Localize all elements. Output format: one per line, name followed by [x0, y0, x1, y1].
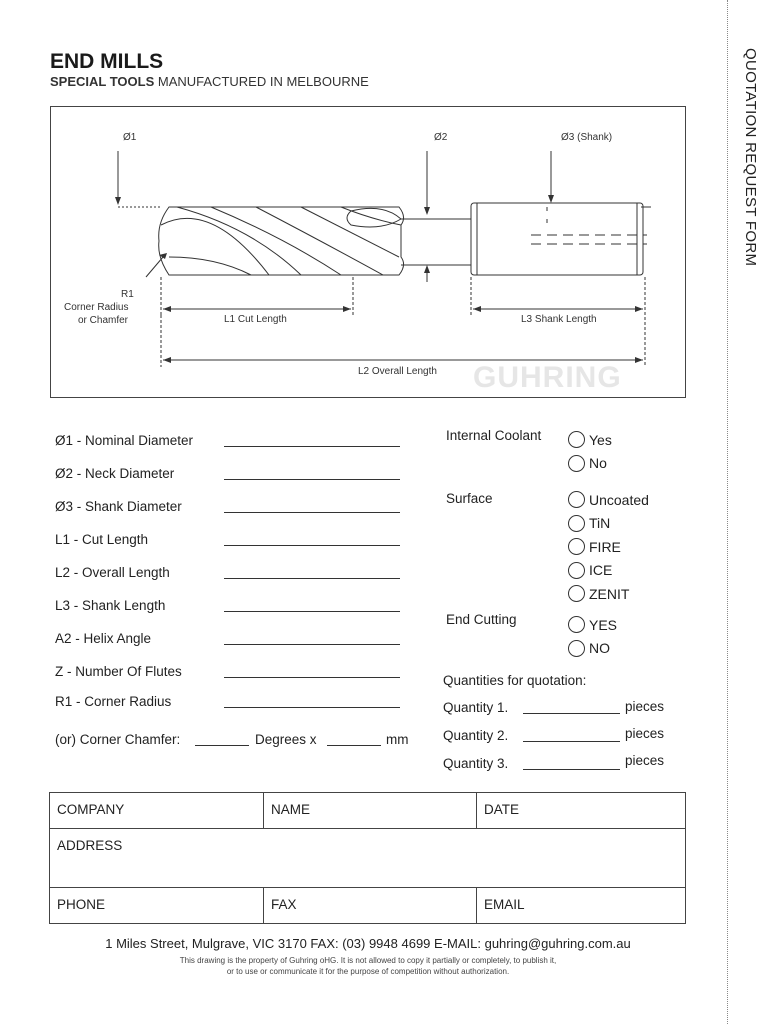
- surface-option-ice[interactable]: [568, 559, 649, 583]
- neck-diameter-input-line[interactable]: [224, 479, 400, 480]
- radio-circle-icon[interactable]: [568, 640, 585, 657]
- shank-diameter-input-line[interactable]: [224, 512, 400, 513]
- end-cutting-yes-label: YES: [589, 616, 618, 633]
- contact-details-table: [49, 792, 686, 924]
- address-field[interactable]: [50, 829, 686, 888]
- coolant-yes-label: Yes: [589, 431, 612, 448]
- field-label-nominal-diameter: Ø1 - Nominal Diameter: [55, 433, 194, 448]
- overall-length-input-line[interactable]: [224, 578, 400, 579]
- internal-coolant-options: [568, 428, 612, 475]
- coolant-no-label: No: [589, 455, 607, 472]
- email-field[interactable]: [477, 888, 686, 924]
- name-field[interactable]: [264, 793, 477, 829]
- field-label-neck-diameter: Ø2 - Neck Diameter: [55, 466, 175, 481]
- email-label: EMAIL: [484, 897, 525, 912]
- page-title: END MILLS: [50, 50, 164, 73]
- end-mill-drawing: [50, 106, 686, 398]
- field-label-shank-length: L3 - Shank Length: [55, 598, 166, 613]
- quantity-2-label: Quantity 2.: [443, 728, 509, 743]
- quantity-3-label: Quantity 3.: [443, 756, 509, 771]
- quantity-3-input-line[interactable]: [523, 769, 620, 770]
- watermark-text: GUHRING: [473, 361, 622, 394]
- radio-circle-icon[interactable]: [568, 491, 585, 508]
- nominal-diameter-input-line[interactable]: [224, 446, 400, 447]
- r1-label-line3: or Chamfer: [78, 315, 129, 326]
- fax-field[interactable]: [264, 888, 477, 924]
- date-label: DATE: [484, 802, 520, 817]
- surface-options: [568, 488, 649, 606]
- quantity-1-input-line[interactable]: [523, 713, 620, 714]
- field-label-corner-radius: R1 - Corner Radius: [55, 694, 172, 709]
- name-label: NAME: [271, 802, 311, 817]
- footer-address: 1 Miles Street, Mulgrave, VIC 3170 FAX: (03) 9948 4699 E-MAIL: guhring@guhring.com.au: [105, 936, 631, 951]
- end-cutting-option-yes[interactable]: [568, 613, 617, 637]
- field-label-corner-chamfer: (or) Corner Chamfer:: [55, 732, 181, 747]
- field-label-cut-length: L1 - Cut Length: [55, 532, 149, 547]
- surface-uncoated-label: Uncoated: [589, 491, 649, 508]
- chamfer-mm-input-line[interactable]: [327, 745, 381, 746]
- l3-label: L3 Shank Length: [521, 314, 597, 325]
- cut-length-input-line[interactable]: [224, 545, 400, 546]
- number-of-flutes-input-line[interactable]: [224, 677, 400, 678]
- radio-circle-icon[interactable]: [568, 431, 585, 448]
- surface-option-fire[interactable]: [568, 535, 649, 559]
- shank-length-input-line[interactable]: [224, 611, 400, 612]
- radio-circle-icon[interactable]: [568, 515, 585, 532]
- end-cutting-label: End Cutting: [446, 612, 517, 627]
- quantities-heading: Quantities for quotation:: [443, 673, 587, 688]
- page-edge-dotted-line: [727, 0, 728, 1024]
- surface-option-tin[interactable]: [568, 512, 649, 536]
- company-field[interactable]: [50, 793, 264, 829]
- fax-label: FAX: [271, 897, 297, 912]
- quantity-1-label: Quantity 1.: [443, 700, 509, 715]
- corner-radius-input-line[interactable]: [224, 707, 400, 708]
- end-mill-diagram: [51, 107, 687, 399]
- end-cutting-option-no[interactable]: [568, 637, 617, 661]
- coolant-option-no[interactable]: [568, 452, 612, 476]
- quantity-2-input-line[interactable]: [523, 741, 620, 742]
- quantity-2-unit: pieces: [625, 726, 665, 741]
- coolant-option-yes[interactable]: [568, 428, 612, 452]
- end-cutting-options: [568, 613, 617, 660]
- footer-disclaimer-line1: This drawing is the property of Guhring oHG. It is not allowed to copy it partially or completely, to publish it,: [179, 956, 557, 965]
- helix-angle-input-line[interactable]: [224, 644, 400, 645]
- chamfer-degrees-input-line[interactable]: [195, 745, 249, 746]
- surface-label: Surface: [446, 491, 493, 506]
- d1-label: Ø1: [123, 132, 137, 143]
- chamfer-degrees-label: Degrees x: [255, 732, 317, 747]
- date-field[interactable]: [477, 793, 686, 829]
- radio-circle-icon[interactable]: [568, 616, 585, 633]
- surface-tin-label: TiN: [589, 515, 611, 532]
- field-label-helix-angle: A2 - Helix Angle: [55, 631, 152, 646]
- surface-zenit-label: ZENIT: [589, 585, 630, 602]
- d2-label: Ø2: [434, 132, 448, 143]
- d3-label: Ø3 (Shank): [561, 132, 613, 143]
- internal-coolant-label: Internal Coolant: [446, 428, 542, 443]
- surface-ice-label: ICE: [589, 562, 613, 579]
- footer-disclaimer-line2: or to use or communicate it for the purpose of competition without authorization.: [226, 967, 510, 976]
- phone-field[interactable]: [50, 888, 264, 924]
- surface-option-uncoated[interactable]: [568, 488, 649, 512]
- subtitle-bold: SPECIAL TOOLS: [50, 74, 155, 89]
- field-label-shank-diameter: Ø3 - Shank Diameter: [55, 499, 182, 514]
- r1-label-line1: R1: [121, 289, 134, 300]
- end-cutting-no-label: NO: [589, 640, 610, 657]
- chamfer-unit-label: mm: [386, 732, 409, 747]
- radio-circle-icon[interactable]: [568, 455, 585, 472]
- radio-circle-icon[interactable]: [568, 538, 585, 555]
- surface-fire-label: FIRE: [589, 538, 621, 555]
- l1-label: L1 Cut Length: [224, 314, 287, 325]
- phone-label: PHONE: [57, 897, 106, 912]
- address-label: ADDRESS: [57, 838, 123, 853]
- field-label-number-of-flutes: Z - Number Of Flutes: [55, 664, 182, 679]
- l2-label: L2 Overall Length: [358, 366, 437, 377]
- radio-circle-icon[interactable]: [568, 562, 585, 579]
- page-subtitle: [50, 74, 369, 89]
- company-label: COMPANY: [57, 802, 125, 817]
- form-side-title: QUOTATION REQUEST FORM: [742, 48, 759, 267]
- subtitle-rest: MANUFACTURED IN MELBOURNE: [157, 74, 369, 89]
- quantity-3-unit: pieces: [625, 753, 665, 768]
- radio-circle-icon[interactable]: [568, 585, 585, 602]
- quantity-1-unit: pieces: [625, 699, 665, 714]
- surface-option-zenit[interactable]: [568, 582, 649, 606]
- r1-label-line2: Corner Radius: [64, 302, 129, 313]
- field-label-overall-length: L2 - Overall Length: [55, 565, 170, 580]
